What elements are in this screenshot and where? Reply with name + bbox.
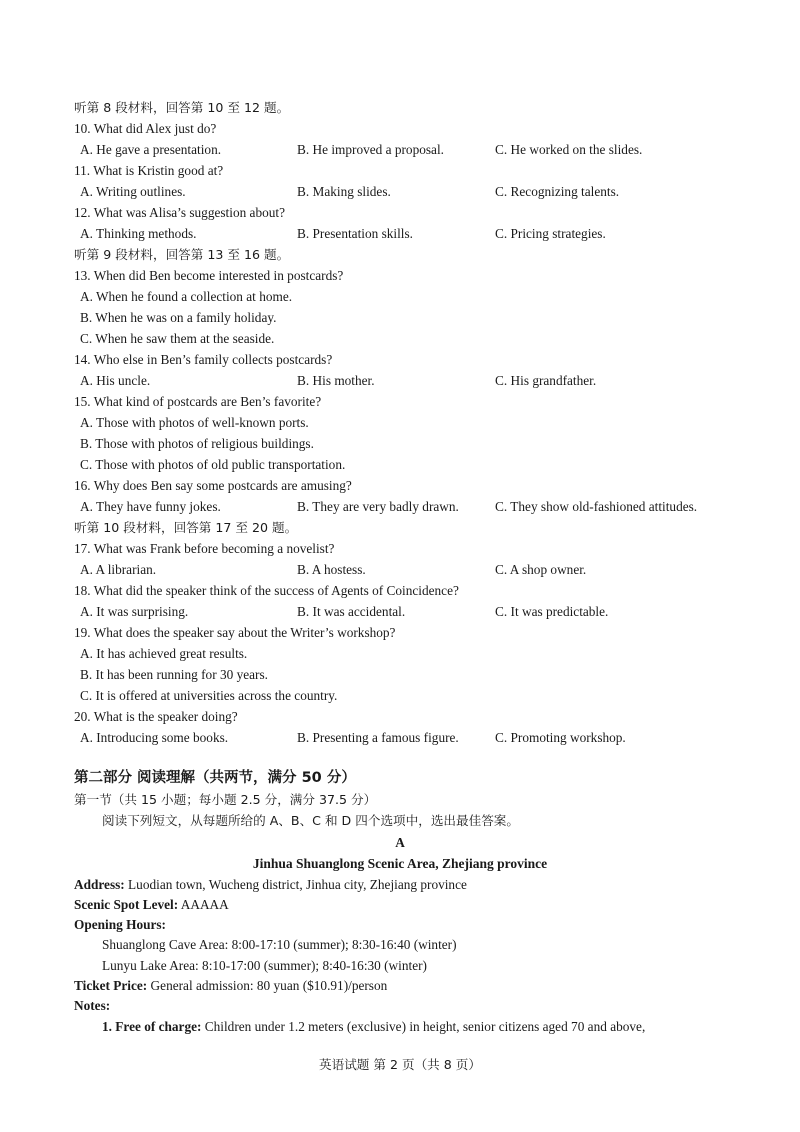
option-a: A. He gave a presentation. — [80, 142, 222, 157]
option-c: C. Recognizing talents. — [495, 184, 620, 199]
section-subtitle: 第一节（共 15 小题；每小题 2.5 分，满分 37.5 分） — [74, 792, 377, 807]
option-a: A. A librarian. — [80, 562, 157, 577]
option-a: A. Thinking methods. — [80, 226, 197, 241]
option-a: A. Writing outlines. — [80, 184, 186, 199]
note-1-label: 1. Free of charge: — [102, 1019, 202, 1034]
level-line — [74, 897, 229, 913]
option-c: C. Promoting workshop. — [495, 730, 626, 745]
option-b: B. Presentation skills. — [297, 226, 413, 241]
option-b: B. When he was on a family holiday. — [80, 310, 277, 325]
option-b: B. His mother. — [297, 373, 375, 388]
option-c: C. It is offered at universities across the country. — [80, 688, 338, 703]
option-c: C. A shop owner. — [495, 562, 587, 577]
option-b: B. It was accidental. — [297, 604, 406, 619]
option-b: B. A hostess. — [297, 562, 366, 577]
hours-lake: Lunyu Lake Area: 8:10-17:00 (summer); 8:40-16:30 (winter) — [102, 958, 427, 973]
hours-label: Opening Hours: — [74, 917, 166, 932]
option-b: B. It has been running for 30 years. — [80, 667, 268, 682]
question-15: 15. What kind of postcards are Ben’s favorite? — [74, 394, 322, 409]
option-a: A. It has achieved great results. — [80, 646, 248, 661]
option-c: C. It was predictable. — [495, 604, 609, 619]
instruction-text: 阅读下列短文，从每题所给的 A、B、C 和 D 四个选项中，选出最佳答案。 — [102, 813, 519, 828]
option-a: A. Those with photos of well-known ports. — [80, 415, 309, 430]
section-header: 听第 10 段材料，回答第 17 至 20 题。 — [74, 520, 298, 535]
note-1 — [102, 1019, 645, 1035]
option-b: B. He improved a proposal. — [297, 142, 444, 157]
price-line — [74, 978, 387, 994]
address-line — [74, 877, 467, 893]
question-11: 11. What is Kristin good at? — [74, 163, 224, 178]
option-a: A. His uncle. — [80, 373, 151, 388]
question-20: 20. What is the speaker doing? — [74, 709, 238, 724]
price-label: Ticket Price: — [74, 978, 148, 993]
option-c: C. When he saw them at the seaside. — [80, 331, 275, 346]
option-a: A. Introducing some books. — [80, 730, 229, 745]
question-16: 16. Why does Ben say some postcards are amusing? — [74, 478, 352, 493]
note-1-text: Children under 1.2 meters (exclusive) in height, senior citizens aged 70 and above, — [201, 1019, 646, 1034]
section-header: 听第 9 段材料，回答第 13 至 16 题。 — [74, 247, 290, 262]
section-header: 听第 8 段材料，回答第 10 至 12 题。 — [74, 100, 290, 115]
option-c: C. Pricing strategies. — [495, 226, 606, 241]
price-value: General admission: 80 yuan ($10.91)/person — [147, 978, 388, 993]
question-10: 10. What did Alex just do? — [74, 121, 217, 136]
level-value: AAAAA — [178, 897, 229, 912]
question-13: 13. When did Ben become interested in postcards? — [74, 268, 344, 283]
option-b: B. Those with photos of religious buildings. — [80, 436, 314, 451]
option-c: C. He worked on the slides. — [495, 142, 643, 157]
option-c: C. Those with photos of old public transportation. — [80, 457, 346, 472]
option-b: B. Making slides. — [297, 184, 391, 199]
passage-letter: A — [395, 835, 405, 850]
question-18: 18. What did the speaker think of the success of Agents of Coincidence? — [74, 583, 459, 598]
question-19: 19. What does the speaker say about the Writer’s workshop? — [74, 625, 396, 640]
option-a: A. When he found a collection at home. — [80, 289, 293, 304]
option-b: B. They are very badly drawn. — [297, 499, 459, 514]
address-label: Address: — [74, 877, 125, 892]
address-value: Luodian town, Wucheng district, Jinhua city, Zhejiang province — [124, 877, 467, 892]
question-14: 14. Who else in Ben’s family collects postcards? — [74, 352, 333, 367]
passage-title: Jinhua Shuanglong Scenic Area, Zhejiang province — [252, 856, 548, 871]
option-b: B. Presenting a famous figure. — [297, 730, 459, 745]
option-a: A. They have funny jokes. — [80, 499, 221, 514]
option-a: A. It was surprising. — [80, 604, 189, 619]
level-label: Scenic Spot Level: — [74, 897, 179, 912]
hours-cave: Shuanglong Cave Area: 8:00-17:10 (summer); 8:30-16:40 (winter) — [102, 937, 457, 952]
notes-label: Notes: — [74, 998, 111, 1013]
option-c: C. His grandfather. — [495, 373, 597, 388]
part-title: 第二部分 阅读理解（共两节，满分 50 分） — [74, 770, 356, 786]
page-footer: 英语试题 第 2 页（共 8 页） — [319, 1057, 481, 1072]
question-17: 17. What was Frank before becoming a novelist? — [74, 541, 335, 556]
option-c: C. They show old-fashioned attitudes. — [495, 499, 698, 514]
question-12: 12. What was Alisa’s suggestion about? — [74, 205, 286, 220]
